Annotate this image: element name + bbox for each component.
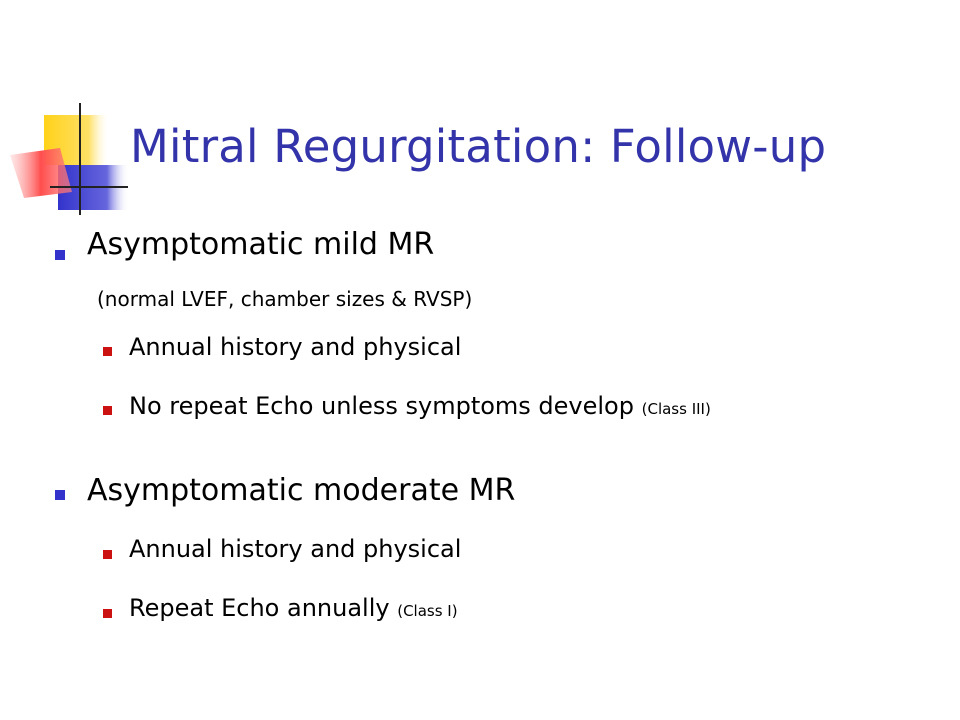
section-heading-mild: Asymptomatic mild MR <box>87 227 435 262</box>
list-item: Annual history and physical <box>129 535 462 563</box>
section-note-mild: (normal LVEF, chamber sizes & RVSP) <box>97 287 473 311</box>
list-item-text: Repeat Echo annually <box>129 594 390 622</box>
list-item: Annual history and physical <box>129 333 462 361</box>
bullet-marker <box>55 490 65 500</box>
bullet-marker <box>103 609 112 618</box>
bullet-marker <box>103 347 112 356</box>
bullet-marker <box>103 406 112 415</box>
class-label: (Class I) <box>397 602 458 620</box>
bullet-marker <box>55 250 65 260</box>
list-item <box>129 594 458 622</box>
bullet-marker <box>103 550 112 559</box>
decorative-corner-logo <box>0 0 140 230</box>
list-item-text: No repeat Echo unless symptoms develop <box>129 392 634 420</box>
slide-title: Mitral Regurgitation: Follow-up <box>130 120 827 173</box>
class-label: (Class III) <box>641 400 711 418</box>
list-item <box>129 392 711 420</box>
section-heading-moderate: Asymptomatic moderate MR <box>87 473 516 508</box>
